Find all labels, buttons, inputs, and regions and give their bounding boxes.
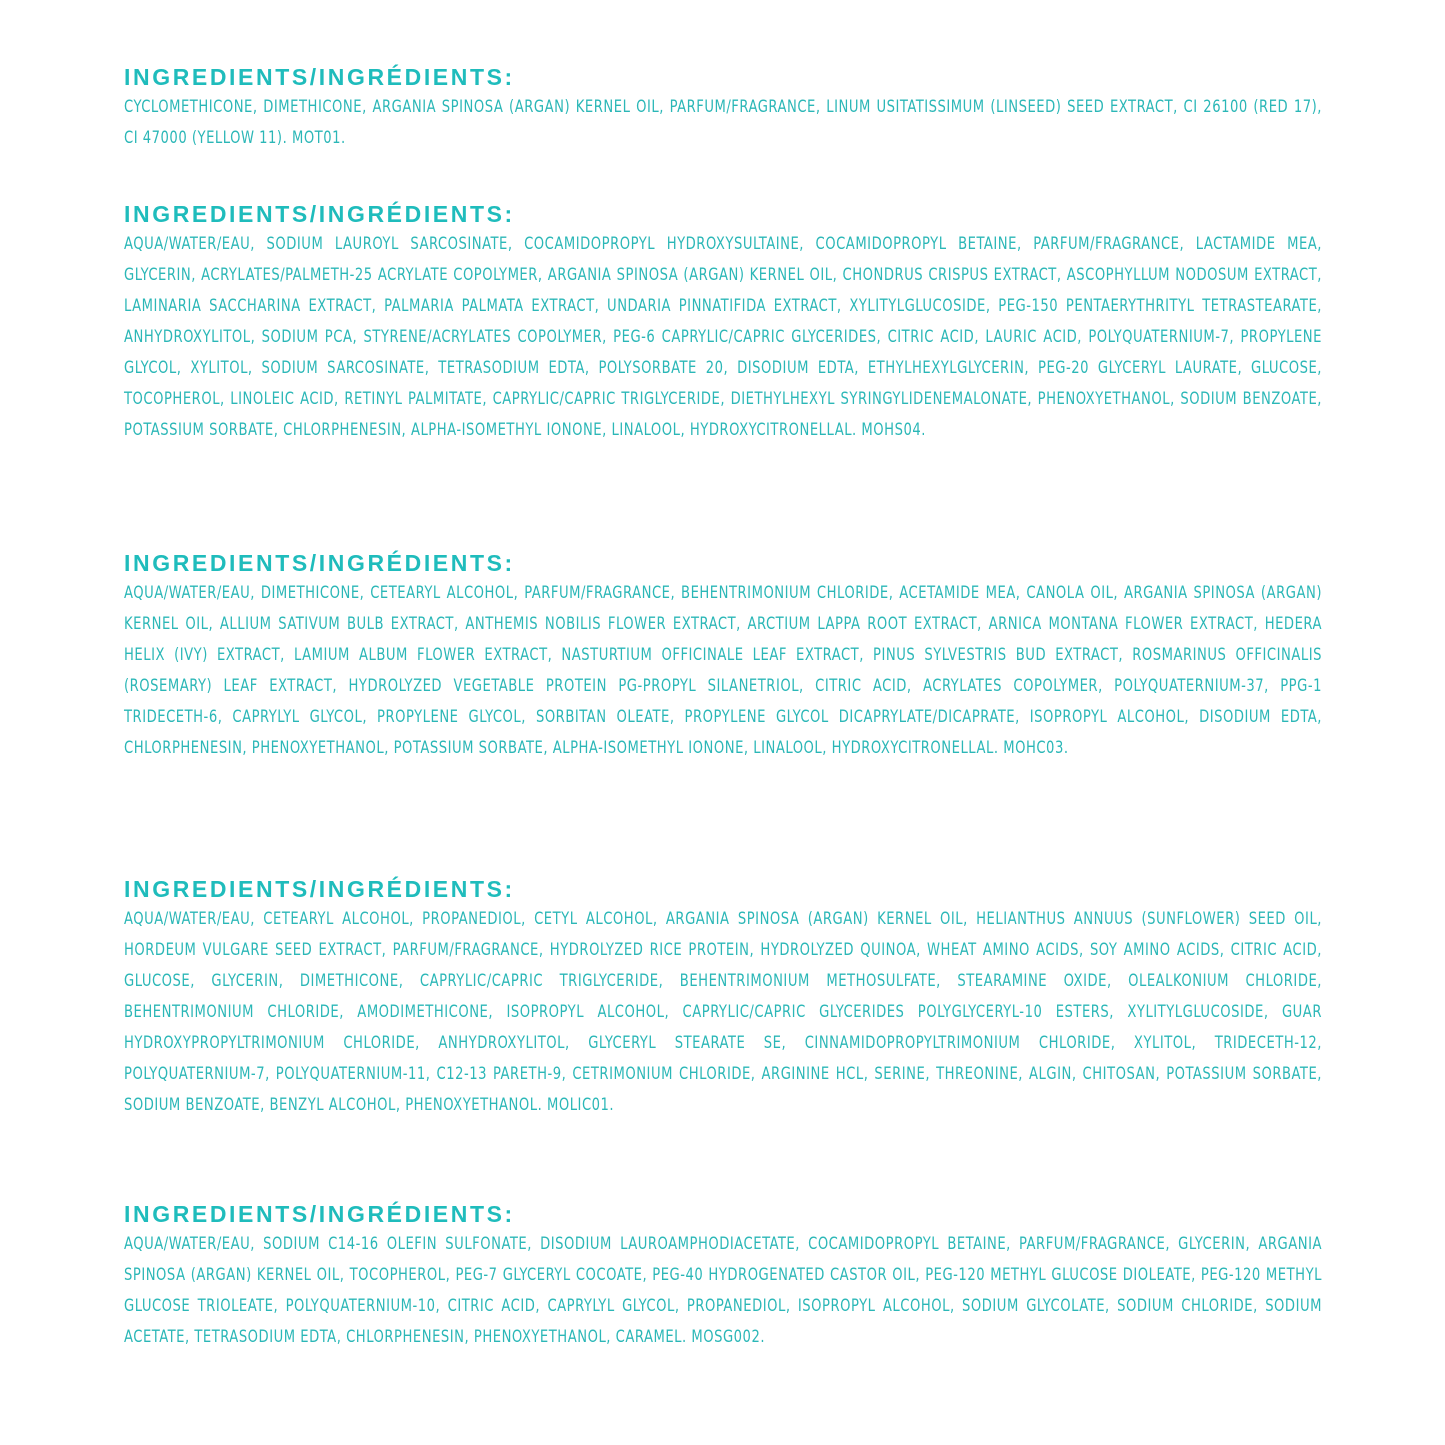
ingredients-list: AQUA/WATER/EAU, CETEARYL ALCOHOL, PROPANEDIOL, CETYL ALCOHOL, ARGANIA SPINOSA (ARGAN) KERNEL OIL, HELIANTHUS ANNUUS (SUNFLOWER) SEED OIL, HORDEUM VULGARE SEED EXTRACT, PARFUM/FRAGRANCE, HYDROLYZED RICE PROTEIN, HYDROLYZED QUINOA, WHEAT AMINO ACIDS, SOY AMINO ACIDS, CITRIC ACID, GLUCOSE, GLYCERIN, DIMETHICONE, CAPRYLIC/CAPRIC TRIGLYCERIDE, BEHENTRIMONIUM METHOSULFATE, STEARAMINE OXIDE, OLEALKONIUM CHLORIDE, BEHENTRIMONIUM CHLORIDE, AMODIMETHICONE, ISOPROPYL ALCOHOL, CAPRYLIC/CAPRIC GLYCERIDES POLYGLYCERYL-10 ESTERS, XYLITYLGLUCOSIDE, GUAR HYDROXYPROPYLTRIMONIUM CHLORIDE, ANHYDROXYLITOL, GLYCERYL STEARATE SE, CINNAMIDOPROPYLTRIMONIUM CHLORIDE, XYLITOL, TRIDECETH-12, POLYQUATERNIUM-7, POLYQUATERNIUM-11, C12-13 PARETH-9, CETRIMONIUM CHLORIDE, ARGININE HCL, SERINE, THREONINE, ALGIN, CHITOSAN, POTASSIUM SORBATE, SODIUM BENZOATE, BENZYL ALCOHOL, PHENOXYETHANOL. MOLIC01. <box>124 909 1322 1115</box>
ingredients-section-2 <box>124 199 1322 446</box>
ingredients-section-5 <box>124 1199 1322 1353</box>
ingredients-list: AQUA/WATER/EAU, SODIUM C14-16 OLEFIN SULFONATE, DISODIUM LAUROAMPHODIACETATE, COCAMIDOPROPYL BETAINE, PARFUM/FRAGRANCE, GLYCERIN, ARGANIA SPINOSA (ARGAN) KERNEL OIL, TOCOPHEROL, PEG-7 GLYCERYL COCOATE, PEG-40 HYDROGENATED CASTOR OIL, PEG-120 METHYL GLUCOSE DIOLEATE, PEG-120 METHYL GLUCOSE TRIOLEATE, POLYQUATERNIUM-10, CITRIC ACID, CAPRYLYL GLYCOL, PROPANEDIOL, ISOPROPYL ALCOHOL, SODIUM GLYCOLATE, SODIUM CHLORIDE, SODIUM ACETATE, TETRASODIUM EDTA, CHLORPHENESIN, PHENOXYETHANOL, CARAMEL. MOSG002. <box>124 1234 1322 1347</box>
section-heading: INGREDIENTS/INGRÉDIENTS: <box>124 1201 515 1227</box>
section-heading: INGREDIENTS/INGRÉDIENTS: <box>124 550 515 576</box>
ingredients-list: AQUA/WATER/EAU, DIMETHICONE, CETEARYL ALCOHOL, PARFUM/FRAGRANCE, BEHENTRIMONIUM CHLORIDE, ACETAMIDE MEA, CANOLA OIL, ARGANIA SPINOSA (ARGAN) KERNEL OIL, ALLIUM SATIVUM BULB EXTRACT, ANTHEMIS NOBILIS FLOWER EXTRACT, ARCTIUM LAPPA ROOT EXTRACT, ARNICA MONTANA FLOWER EXTRACT, HEDERA HELIX (IVY) EXTRACT, LAMIUM ALBUM FLOWER EXTRACT, NASTURTIUM OFFICINALE LEAF EXTRACT, PINUS SYLVESTRIS BUD EXTRACT, ROSMARINUS OFFICINALIS (ROSEMARY) LEAF EXTRACT, HYDROLYZED VEGETABLE PROTEIN PG-PROPYL SILANETRIOL, CITRIC ACID, ACRYLATES COPOLYMER, POLYQUATERNIUM-37, PPG-1 TRIDECETH-6, CAPRYLYL GLYCOL, PROPYLENE GLYCOL, SORBITAN OLEATE, PROPYLENE GLYCOL DICAPRYLATE/DICAPRATE, ISOPROPYL ALCOHOL, DISODIUM EDTA, CHLORPHENESIN, PHENOXYETHANOL, POTASSIUM SORBATE, ALPHA-ISOMETHYL IONONE, LINALOOL, HYDROXYCITRONELLAL. MOHC03. <box>124 583 1322 758</box>
ingredients-section-4 <box>124 874 1322 1121</box>
section-heading: INGREDIENTS/INGRÉDIENTS: <box>124 876 515 902</box>
ingredients-list: CYCLOMETHICONE, DIMETHICONE, ARGANIA SPINOSA (ARGAN) KERNEL OIL, PARFUM/FRAGRANCE, LINUM USITATISSIMUM (LINSEED) SEED EXTRACT, CI 26100 (RED 17), CI 47000 (YELLOW 11). MOT01. <box>124 97 1322 148</box>
section-heading: INGREDIENTS/INGRÉDIENTS: <box>124 64 515 90</box>
ingredients-section-3 <box>124 548 1322 764</box>
section-heading: INGREDIENTS/INGRÉDIENTS: <box>124 201 515 227</box>
ingredients-list: AQUA/WATER/EAU, SODIUM LAUROYL SARCOSINATE, COCAMIDOPROPYL HYDROXYSULTAINE, COCAMIDOPROPYL BETAINE, PARFUM/FRAGRANCE, LACTAMIDE MEA, GLYCERIN, ACRYLATES/PALMETH-25 ACRYLATE COPOLYMER, ARGANIA SPINOSA (ARGAN) KERNEL OIL, CHONDRUS CRISPUS EXTRACT, ASCOPHYLLUM NODOSUM EXTRACT, LAMINARIA SACCHARINA EXTRACT, PALMARIA PALMATA EXTRACT, UNDARIA PINNATIFIDA EXTRACT, XYLITYLGLUCOSIDE, PEG-150 PENTAERYTHRITYL TETRASTEARATE, ANHYDROXYLITOL, SODIUM PCA, STYRENE/ACRYLATES COPOLYMER, PEG-6 CAPRYLIC/CAPRIC GLYCERIDES, CITRIC ACID, LAURIC ACID, POLYQUATERNIUM-7, PROPYLENE GLYCOL, XYLITOL, SODIUM SARCOSINATE, TETRASODIUM EDTA, POLYSORBATE 20, DISODIUM EDTA, ETHYLHEXYLGLYCERIN, PEG-20 GLYCERYL LAURATE, GLUCOSE, TOCOPHEROL, LINOLEIC ACID, RETINYL PALMITATE, CAPRYLIC/CAPRIC TRIGLYCERIDE, DIETHYLHEXYL SYRINGYLIDENEMALONATE, PHENOXYETHANOL, SODIUM BENZOATE, POTASSIUM SORBATE, CHLORPHENESIN, ALPHA-ISOMETHYL IONONE, LINALOOL, HYDROXYCITRONELLAL. MOHS04. <box>124 234 1322 440</box>
ingredients-section-1 <box>124 62 1322 154</box>
